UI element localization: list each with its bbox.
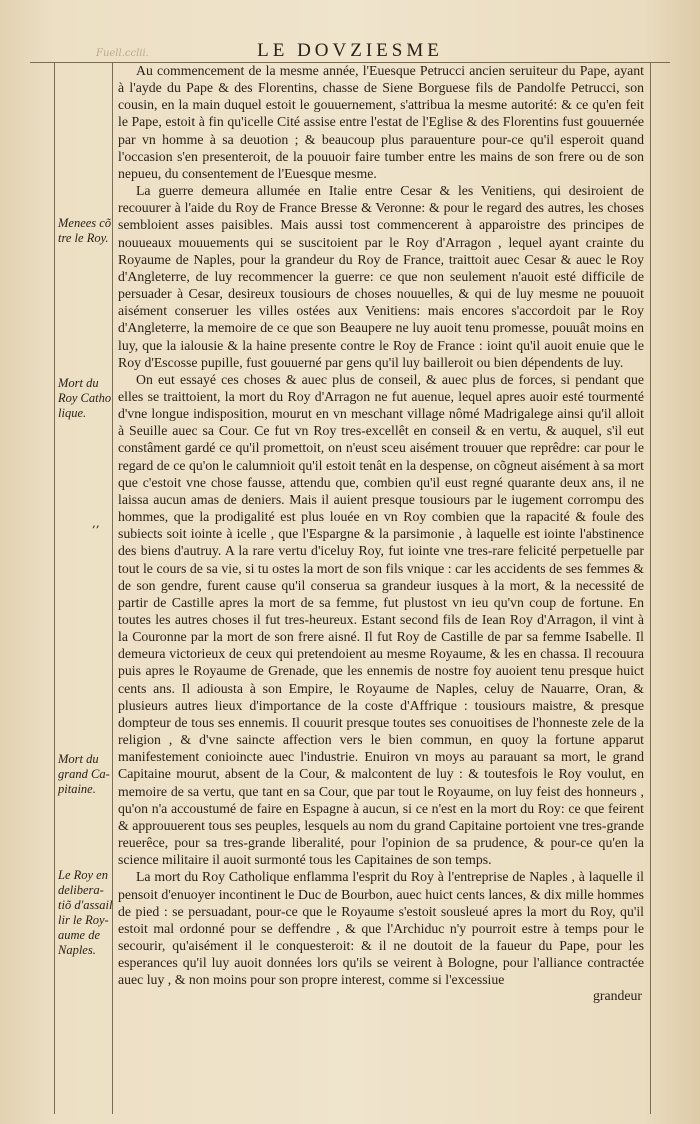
running-head: LE DOVZIESME [257,40,443,61]
margin-note-mort-roy: Mort du Roy Catho lique. [58,376,112,420]
catchword: grandeur [592,988,642,1003]
paragraph: Au commencement de la mesme année, l'Euesque Petrucci ancien seruiteur du Pape, ayant à l'ayde du Pape & des Florentins, chasse de Siene Borguese fils de Pandolfe Petrucci, son cousin, en la main duquel estoit le gouuernement, s'attribua la mesme autorité: & ce qu'en feit le Pape, estoit à fin qu'icelle Cité assise entre l'estat de l'Eglise & des Florentins fust gouuernée par vn homme à sa deuotion ; & beaucoup plus parauenture pour-ce qu'il esperoit quand l'occasion s'en presenteroit, de la pouuoir faire tumber entre les mains de son frere ou de son nepueu, du consentement de l'Euesque mesme. [118,63,644,181]
margin-note-grand-capitaine: Mort du grand Ca- pitaine. [58,752,110,796]
marginal-quote-mark: ,, [92,516,100,530]
paragraph: La mort du Roy Catholique enflamma l'esprit du Roy à l'entreprise de Naples , à laquelle il pensoit d'enuoyer incontinent le Duc de Bourbon, auec huict cents lances, & dix mille hommes de pied : se persuadant, pour-ce que le Royaume s'estoit sousleué apres la mort du Roy, qu'il estoit mal ordonné pour se deffendre , & que l'Archiduc n'y pourroit estre à temps pour le secourir, qu'aisément il le conquesteroit: & il ne doutoit de la faueur du Pape, pour les esperances qu'il luy auoit données lors qu'ils se veirent à Bologne, pour l'alliance contractée auec luy , & non moins pour son propre interest, comme si l'excessiue [118,869,644,988]
left-margin-rule [54,62,55,1114]
margin-note-menees: Menees cõ tre le Roy. [58,216,112,245]
right-margin-rule [650,62,651,1114]
margin-note-naples: Le Roy en delibera- tiõ d'assail lir le Roy- aume de Naples. [58,868,113,957]
main-text [118,62,644,988]
paragraph: On eut essayé ces choses & auec plus de conseil, & auec plus de forces, si pendant que elles se traittoient, la mort du Roy d'Arragon ne fut auenue, lequel apres auoir esté tourmenté d'vne longue indisposition, mourut en vn meschant village nômé Madrigalege ainsi qu'il alloit à Seuille auec sa Cour. Ce fut vn Roy tres-excellêt en conseil & en vertu, & auquel, s'il eut constâment gardé ce qu'il promettoit, on n'eust sceu aisément trouuer que reprêdre: car pour le regard de ce qu'on le calumnioit qu'il estoit tenât en la despense, on cõgneut aisément à sa mort que c'estoit vne chose fausse, attendu que, combien qu'il eust regné quarante deux ans, il ne laissa aucun amas de deniers. Mais il auient presque tousiours par le iugement corrompu des hommes, que la prodigalité est plus louée en vn Roy combien que la rapacité & foule des subiects soit iointe à icelle , que l'Espargne & la parsimonie , à laquelle est iointe l'abstinence des biens d'autruy. A la rare vertu d'iceluy Roy, fut iointe vne tres-rare felicité perpetuelle par tout le cours de sa vie, si tu ostes la mort de son fils vnique : car les accidents de ses femmes & de son gendre, furent cause qu'il conserua sa grandeur iusques à la mort, & la necessité de partir de Castille apres la mort de sa femme, fut plustost vn ieu qu'vn coup de fortune. En toutes les autres choses il fut tres-heureux. Estant second fils de Iean Roy d'Arragon, il vint à la Couronne par la mort de son frere aisné. Il fut Roy de Castille de par sa femme Isabelle. Il demeura victorieux de ceux qui pretendoient au mesme Royaume, & les en chassa. Il recouura puis apres le Royaume de Grenade, que les ennemis de nostre foy auoient tenu presque huict cents ans. Il adiousta à son Empire, le Royaume de Naples, celuy de Nauarre, Oran, & plusieurs autres lieux d'importance de la coste d'Affrique : tousiours maistre, & presque dompteur de tous ses ennemis. Il couurit presque toutes ses conuoitises de l'honneste zele de la religion , & d'vne saincte affection vers le bien commun, en quoy la fortune apparut manifestement conioincte auec l'industrie. Enuiron vn moys au parauant sa mort, le grand Capitaine mourut, absent de la Cour, & malcontent de luy : & toutesfois le Roy voulut, en memoire de sa vertu, que tant en sa Cour, que par tout le Royaume, on luy feist des honneurs , qu'on n'a accoustumé de faire en Espagne à aucun, si ce n'est en la mort du Roy: ce que feirent & approuuerent tous ses peuples, lesquels au nom du grand Capitaine portoient vne tres-grande reuerêce, pour sa tres-grande liberalité, pour l'opinion de sa prudence, & pour-ce qu'en la science militaire il auoit surmonté tous les Capitaines de son temps. [118,371,644,868]
paragraph: La guerre demeura allumée en Italie entre Cesar & les Venitiens, qui desiroient de recouurer à l'aide du Roy de France Bresse & Veronne: & pour le regard des autres, les choses sembloient asses paisibles. Mais aussi tost commencerent à apparoistre des principes de nouueaux mouuements qui se suscitoient par le Roy d'Arragon , lequel ayant crainte du Royaume de Naples, pour la grandeur du Roy de France, traittoit auec Cesar & auec le Roy d'Angleterre, de luy recommencer la guerre: ce que non seulement n'auoit esté difficile de persuader à Cesar, desireux tousiours de choses nouuelles, & qui de luy mesme ne pouuoit aisément conseruer les villes ostées aux Venitiens: mais encores s'accordoit par le Roy d'Angleterre, la memoire de ce que son Beaupere ne luy auoit tenu promesse, pouuât moins en luy, que la ialousie & la haine presente contre le Roy de France : ioint qu'il auoit enuie que le Roy d'Escosse pupille, fust gouuerné par gens qu'il luy bailleroit ou bien dépendents de luy. [118,183,644,370]
library-stamp: Fuell.cclii. [96,48,149,59]
